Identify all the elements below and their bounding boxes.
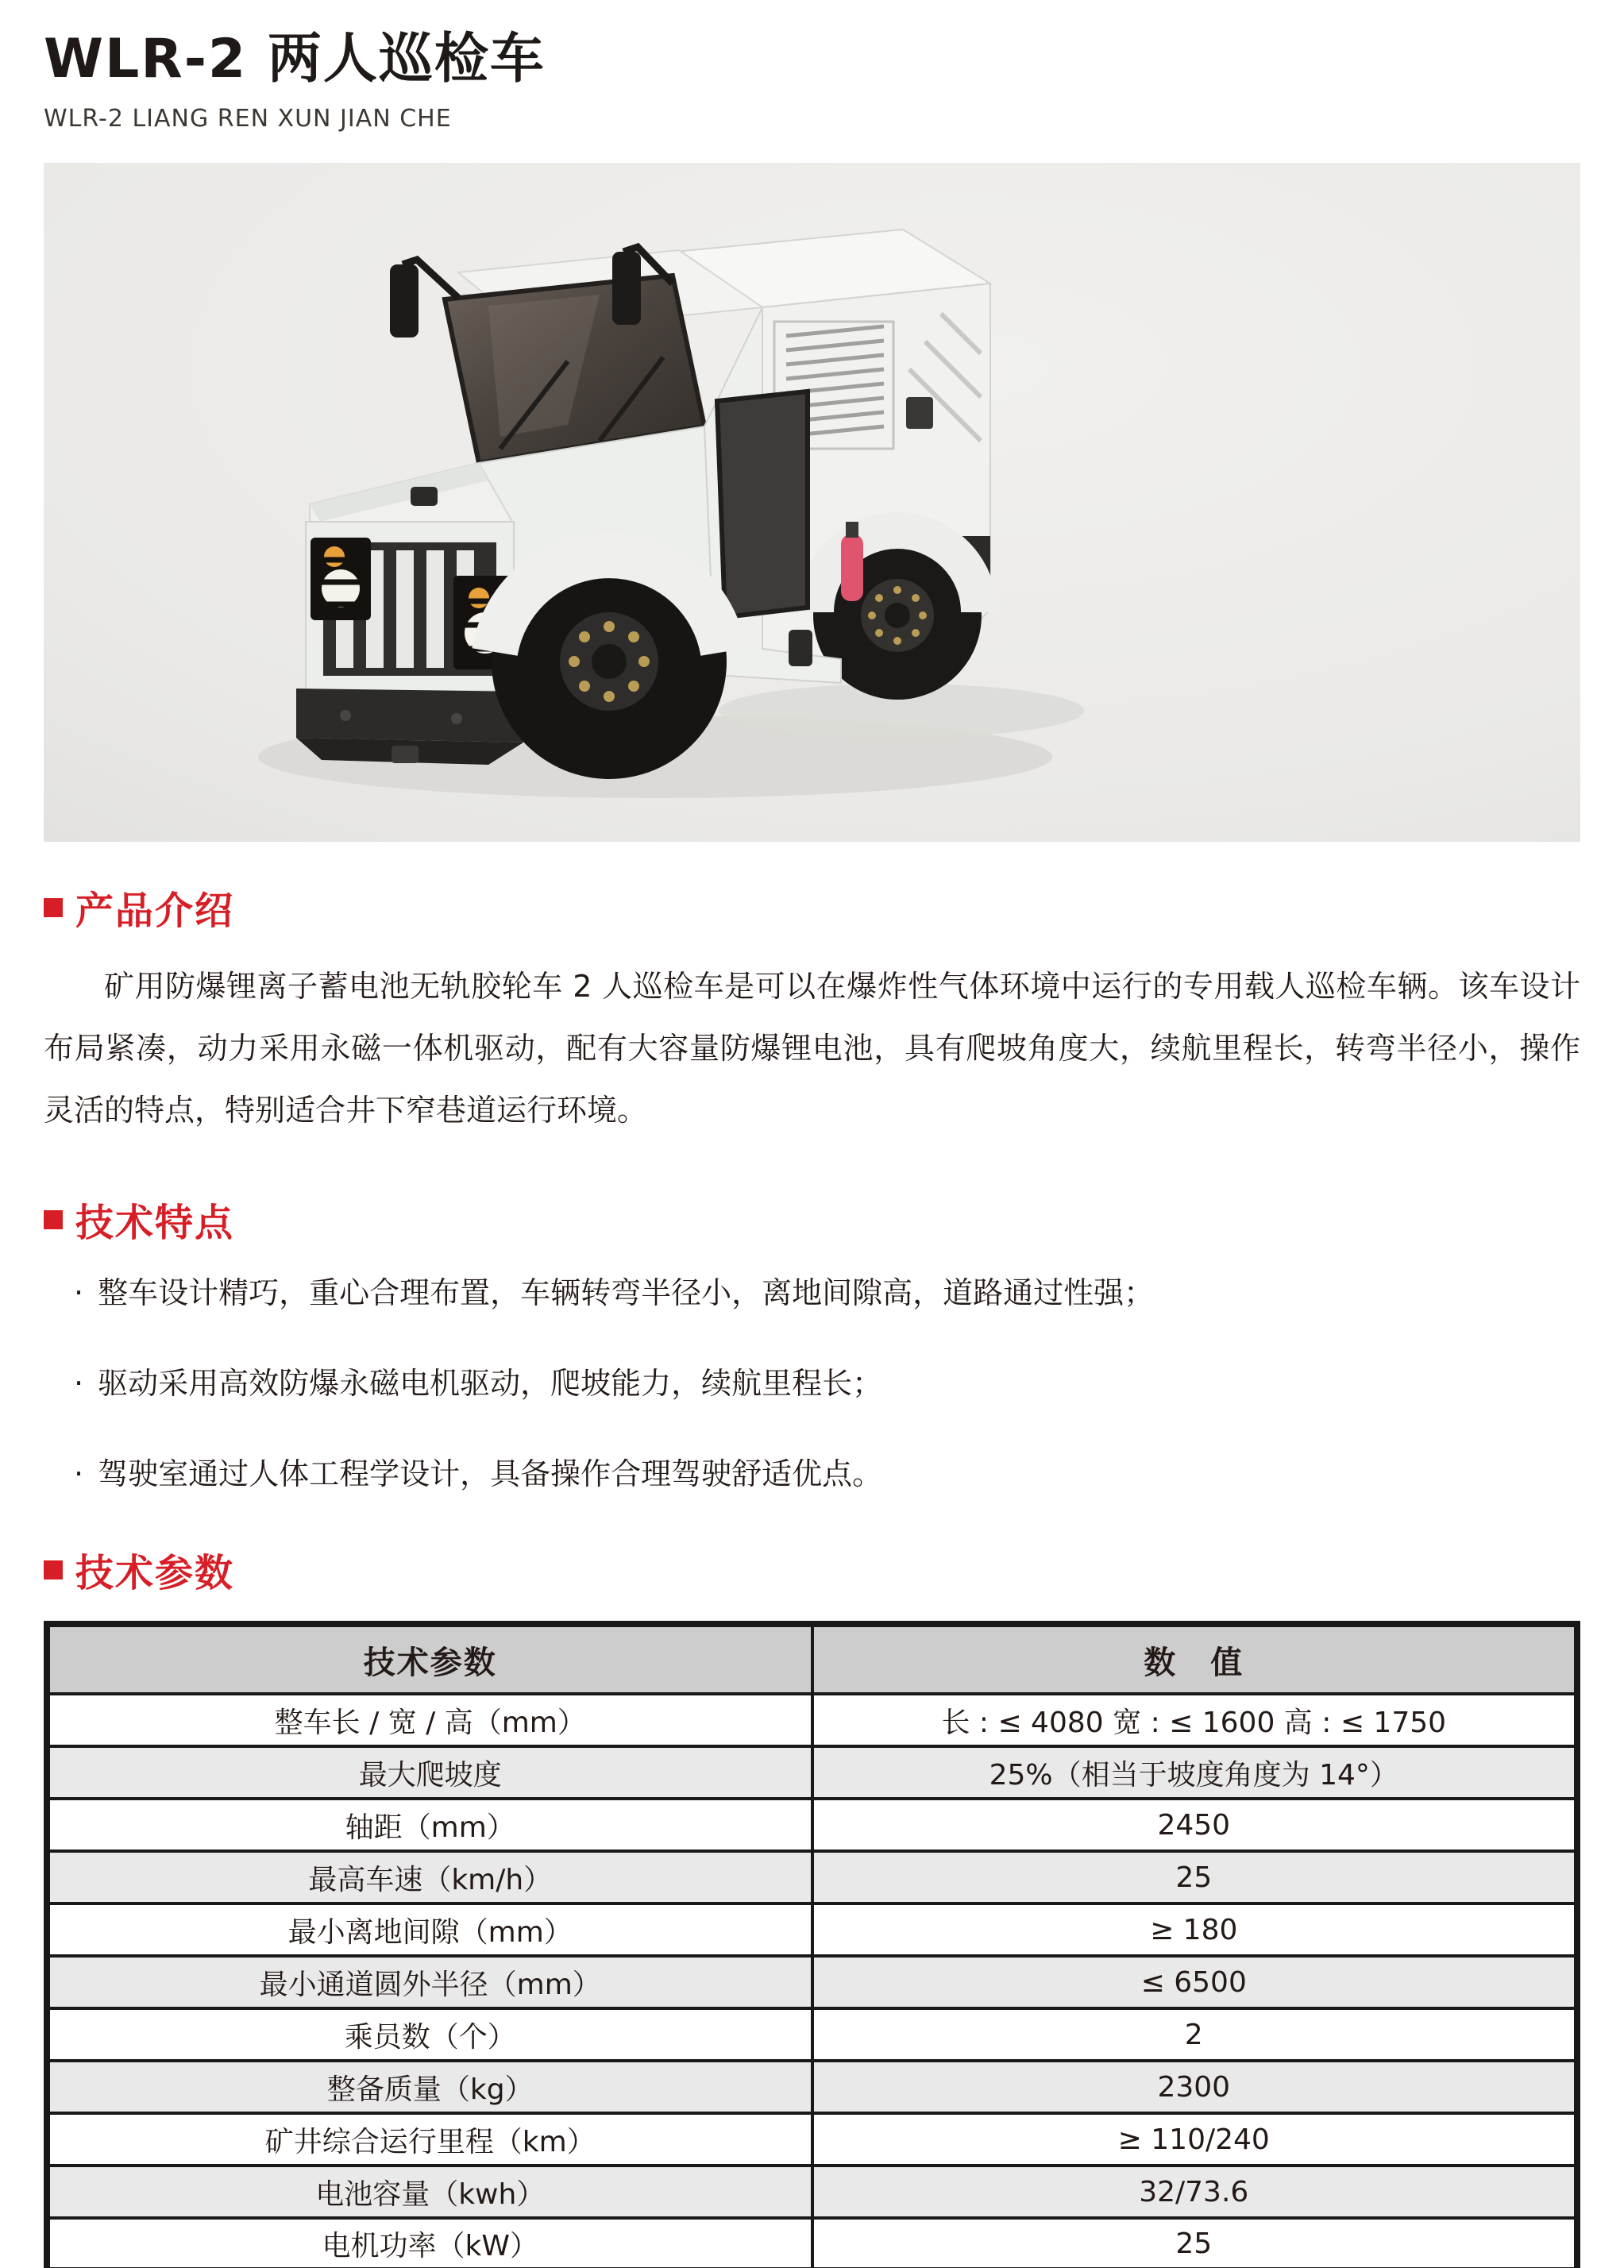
- table-row: [47, 1746, 1577, 1799]
- spec-value: ≤ 6500: [812, 1956, 1578, 2008]
- specs-table-body: [47, 1694, 1577, 2268]
- spec-name: 最小通道圆外半径（mm）: [47, 1956, 812, 2008]
- front-grille: [306, 522, 515, 691]
- spec-value: 25%（相当于坡度角度为 14°）: [812, 1746, 1578, 1799]
- bullet-dot: ·: [74, 1366, 84, 1402]
- table-header-row: [47, 1624, 1577, 1694]
- section-features-heading: [44, 1192, 1580, 1247]
- spec-value: 32/73.6: [812, 2166, 1578, 2218]
- section-intro-heading: [44, 880, 1580, 935]
- page-subtitle: WLR-2 LIANG REN XUN JIAN CHE: [44, 105, 452, 133]
- door-handle: [789, 630, 812, 666]
- spec-name: 电池容量（kwh）: [47, 2166, 812, 2218]
- feature-text: 驱动采用高效防爆永磁电机驱动，爬坡能力，续航里程长；: [98, 1366, 883, 1402]
- feature-item: [74, 1269, 1580, 1317]
- spec-value: 长 : ≤ 4080 宽 : ≤ 1600 高 : ≤ 1750: [812, 1694, 1578, 1746]
- spec-value: ≥ 110/240: [812, 2113, 1578, 2166]
- spec-name: 电机功率（kW）: [47, 2218, 812, 2268]
- spec-value: 25: [812, 2218, 1578, 2268]
- bullet-dot: ·: [74, 1456, 84, 1492]
- spec-name: 乘员数（个）: [47, 2008, 812, 2061]
- page-title: WLR-2 两人巡检车: [44, 28, 546, 91]
- bullet-dot: ·: [74, 1275, 84, 1311]
- table-row: [47, 2008, 1577, 2061]
- table-row: [47, 1799, 1577, 1851]
- hood-emblem: [411, 487, 438, 506]
- red-square-bullet-icon: [44, 1560, 63, 1580]
- vehicle-illustration: [44, 163, 1580, 842]
- table-row: [47, 2166, 1577, 2218]
- section-specs-title: 技术参数: [75, 1551, 235, 1596]
- table-row: [47, 2218, 1577, 2268]
- red-square-bullet-icon: [44, 898, 63, 917]
- left-headlight: [311, 538, 371, 620]
- header-parameter: 技术参数: [47, 1624, 812, 1694]
- red-square-bullet-icon: [44, 1210, 63, 1229]
- product-image: [44, 163, 1580, 842]
- spec-value: ≥ 180: [812, 1904, 1578, 1956]
- table-row: [47, 2061, 1577, 2113]
- table-row: [47, 1851, 1577, 1904]
- spec-name: 整备质量（kg）: [47, 2061, 812, 2113]
- front-wheel: [492, 544, 727, 779]
- spec-value: 2450: [812, 1799, 1578, 1851]
- spec-value: 25: [812, 1851, 1578, 1904]
- spec-name: 整车长 / 宽 / 高（mm）: [47, 1694, 812, 1746]
- header-value: 数 值: [812, 1624, 1578, 1694]
- intro-paragraph: 矿用防爆锂离子蓄电池无轨胶轮车 2 人巡检车是可以在爆炸性气体环境中运行的专用载人巡检车辆。该车设计布局紧凑，动力采用永磁一体机驱动，配有大容量防爆锂电池，具有爬坡角度大，续航里程长，转弯半径小，操作灵活的特点，特别适合井下窄巷道运行环境。: [44, 969, 1580, 1128]
- table-row: [47, 1694, 1577, 1746]
- section-intro-title: 产品介绍: [75, 889, 235, 934]
- spec-name: 轴距（mm）: [47, 1799, 812, 1851]
- feature-item: [74, 1450, 1580, 1498]
- spec-value: 2: [812, 2008, 1578, 2061]
- feature-text: 驾驶室通过人体工程学设计，具备操作合理驾驶舒适优点。: [98, 1456, 883, 1492]
- door-window: [717, 392, 808, 617]
- spec-name: 矿井综合运行里程（km）: [47, 2113, 812, 2166]
- feature-text: 整车设计精巧，重心合理布置，车辆转弯半径小，离地间隙高，道路通过性强；: [98, 1275, 1155, 1311]
- specs-table: [44, 1621, 1580, 2268]
- spec-value: 2300: [812, 2061, 1578, 2113]
- section-specs-heading: [44, 1542, 1580, 1597]
- features-list: [44, 1269, 1580, 1498]
- box-latch: [906, 397, 933, 429]
- table-row: [47, 2113, 1577, 2166]
- section-features-title: 技术特点: [75, 1201, 235, 1246]
- spec-name: 最大爬坡度: [47, 1746, 812, 1799]
- front-bumper: [296, 688, 523, 765]
- spec-name: 最高车速（km/h）: [47, 1851, 812, 1904]
- feature-item: [74, 1360, 1580, 1407]
- table-row: [47, 1956, 1577, 2008]
- spec-name: 最小离地间隙（mm）: [47, 1904, 812, 1956]
- table-row: [47, 1904, 1577, 1956]
